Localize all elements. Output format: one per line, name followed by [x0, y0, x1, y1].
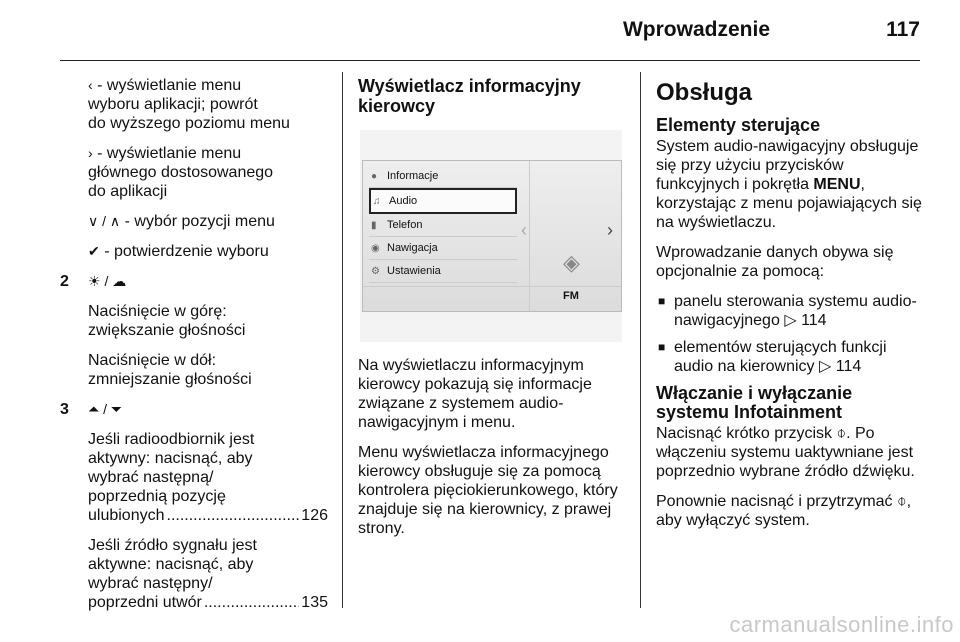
display-menu-item: ⚙ Ustawienia — [369, 260, 517, 283]
paragraph: Na wyświetlaczu informacyjnym kierowcy pokazują się informacje związane z systemem audio-nawigacyjnym i menu. — [358, 357, 592, 431]
list-item: ■ elementów sterujących funkcji audio na kierownicy ▷ 114 — [656, 338, 924, 376]
column-left — [60, 76, 328, 623]
page-reference: ▷ 114 — [818, 358, 862, 375]
control-right-arrow: › - wyświetlanie menu głównego dostosowanego do aplikacji — [88, 145, 274, 200]
display-menu-item: ▮ Telefon — [369, 214, 517, 237]
display-menu — [369, 165, 517, 283]
item-number: 3 — [60, 401, 69, 418]
paragraph: System audio-nawigacyjny obsługuje się przy użyciu przycisków funkcyjnych i pokrętła MENU, korzystając z menu pojawiających się na wyświetlaczu. — [656, 138, 922, 231]
control-up-down: ∨ / ∧ - wybór pozycji menu — [88, 213, 275, 230]
bullet-list — [656, 292, 924, 376]
info-icon: ● — [371, 170, 378, 182]
display-menu-item: ● Informacje — [369, 165, 517, 188]
chevron-left-icon: ‹ — [88, 77, 93, 93]
checkmark-icon: ✔ — [88, 243, 100, 259]
subsection-heading: Elementy sterujące — [656, 115, 821, 135]
paragraph: Wprowadzanie danych obywa się opcjonalnie za pomocą: — [656, 244, 894, 280]
paragraph: Ponownie nacisnąć i przytrzymać ⌽, aby wyłączyć system. — [656, 493, 912, 529]
control-left-arrow: ‹ - wyświetlanie menu wyboru aplikacji; powrót do wyższego poziomu menu — [88, 77, 290, 132]
chevron-up-down-icon: ∨ / ∧ — [88, 213, 121, 229]
column-divider-right — [640, 72, 641, 608]
column-middle — [358, 76, 626, 549]
header-rule — [60, 60, 920, 61]
source-label: FM — [563, 290, 579, 302]
item-3-favourites: 3 ⏶ / ⏷ Jeśli radioodbiornik jest aktywny: nacisnąć, aby wybrać następną/ poprzednią pozycję ulubionych ..... 126 Jeśli źródło sygnału jest aktywne: nacisnąć, aby wybrać następny/ poprzedni utwór ..... 135 — [60, 400, 328, 612]
radio-icon: ◈ — [563, 250, 580, 275]
page-reference: ▷ 114 — [784, 312, 827, 329]
chevron-right-icon: › — [88, 145, 93, 161]
navigation-icon: ◉ — [371, 242, 380, 254]
item-number: 2 — [60, 273, 69, 290]
phone-icon: ▮ — [371, 219, 377, 231]
page-reference: ulubionych ..... 126 — [88, 506, 328, 525]
chevron-left-icon: ‹ — [521, 220, 527, 240]
display-screen — [362, 160, 622, 312]
favourite-up-down-icon: ⏶ / ⏷ — [88, 401, 123, 417]
settings-icon: ⚙ — [371, 265, 380, 277]
item-2-volume: 2 ☀ / ☁ Naciśnięcie w górę: zwiększanie głośności Naciśnięcie w dół: zmniejszanie głośności — [60, 273, 252, 388]
list-item: ■ panelu sterowania systemu audio-nawigacyjnego ▷ 114 — [656, 292, 924, 330]
control-confirm: ✔ - potwierdzenie wyboru — [88, 243, 269, 260]
music-note-icon: ♫ — [373, 195, 381, 207]
column-right — [656, 76, 924, 541]
subsection-heading: Włączanie i wyłączanie systemu Infotainment — [656, 383, 853, 422]
paragraph: Menu wyświetlacza informacyjnego kierowcy obsługuje się za pomocą kontrolera pięciokierunkowego, który znajduje się na kierownicy, z prawej strony. — [358, 444, 618, 537]
watermark: carmanualsonline.info — [729, 612, 954, 637]
paragraph: Nacisnąć krótko przycisk ⌽. Po włączeniu systemu uaktywniane jest poprzednio wybrane źródło dźwięku. — [656, 425, 915, 480]
chevron-right-icon: › — [607, 220, 613, 240]
volume-icon: ☀ / ☁ — [88, 273, 127, 289]
section-title: Obsługa — [656, 79, 753, 106]
column-divider-left — [342, 72, 343, 608]
page-reference: poprzedni utwór ..... 135 — [88, 593, 328, 612]
driver-info-display-photo — [360, 130, 622, 342]
display-menu-item-selected: ♫ Audio — [369, 188, 517, 214]
menu-knob-label: MENU — [813, 176, 861, 193]
page-number: 117 — [886, 18, 920, 41]
section-heading: Wyświetlacz informacyjny kierowcy — [358, 76, 581, 116]
header-title: Wprowadzenie — [622, 18, 770, 41]
display-menu-item: ◉ Nawigacja — [369, 237, 517, 260]
